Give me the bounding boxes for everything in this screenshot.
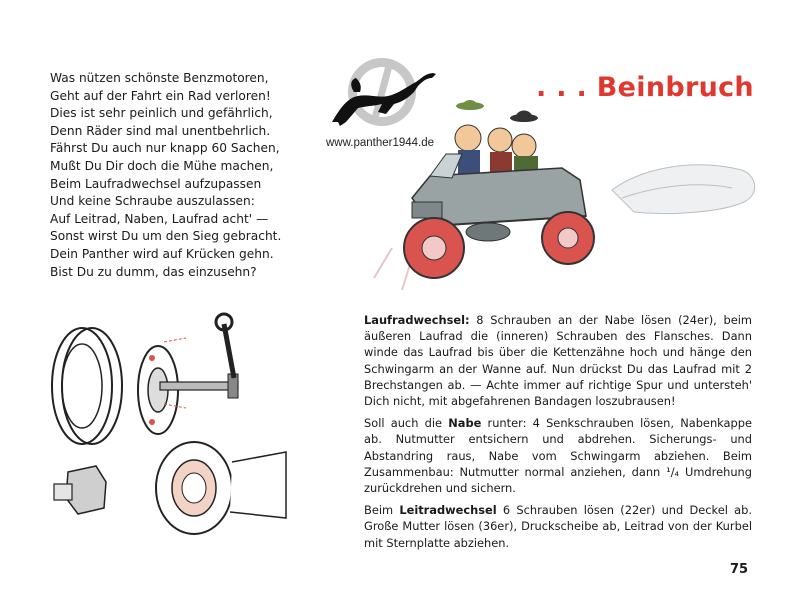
instruction-paragraph: [364, 312, 752, 409]
poem-line: Dies ist sehr peinlich und gefährlich,: [50, 106, 273, 121]
instruction-text: runter: 4 Senkschrauben lösen, Nabenkappe ab. Nutmutter entsichern und abdrehen. Sicherungs- und Abstandring raus, Nabe vom Schwingarm abziehen. Beim Zusammenbau: Nutmutter normal anziehen, dann ¹/₄ Umdrehung zurückdrehen und sichern.: [364, 416, 753, 496]
poem-line: Und keine Schraube auszulassen:: [50, 194, 255, 209]
instruction-paragraph: [364, 415, 752, 496]
instructions: [364, 312, 752, 557]
car-illustration-icon: [372, 98, 764, 294]
wheel-hub-diagram-icon: [40, 312, 290, 552]
poem-line: Denn Räder sind mal unentbehrlich.: [50, 123, 271, 138]
poem-line: Was nützen schönste Benzmotoren,: [50, 71, 269, 85]
poem-line: Mußt Du Dir doch die Mühe machen,: [50, 158, 274, 173]
instruction-heading: Nabe: [448, 416, 482, 431]
watermark-url: www.panther1944.de: [326, 137, 435, 149]
instruction-heading: Laufradwechsel:: [364, 313, 470, 327]
instruction-paragraph: [364, 502, 752, 551]
page-number: 75: [730, 562, 749, 577]
poem-line: Sonst wirst Du um den Sieg gebracht.: [50, 229, 282, 244]
section-title: . . . Beinbruch: [536, 72, 754, 103]
instruction-text: Soll auch die: [364, 416, 449, 431]
poem-line: Beim Laufradwechsel aufzupassen: [50, 176, 262, 191]
instruction-heading: Leitradwechsel: [399, 503, 497, 518]
poem-line: Geht auf der Fahrt ein Rad verloren!: [50, 88, 271, 103]
poem-line: Auf Leitrad, Naben, Laufrad acht' —: [50, 211, 269, 226]
poem: [50, 70, 320, 281]
instruction-text: 6 Schrauben lösen (22er) und Deckel ab. Große Mutter lösen (36er), Druckscheibe ab, Leitrad von der Kurbel mit Sternplatte abziehen.: [364, 503, 752, 550]
instruction-text: 8 Schrauben an der Nabe lösen (24er), beim äußeren Laufrad die (inneren) Schrauben des Flansches. Dann winde das Laufrad bis über die Kettenzähne hoch und hänge den Schwingarm an der Wanne auf. Nun drückst Du das Laufrad mit 2 Brechstangen ab. — Achte immer auf richtige Spur und untersteh' Dich nicht, mit abgefahrenen Bandagen loszubrausen!: [364, 313, 752, 409]
poem-line: Dein Panther wird auf Krücken gehn.: [50, 246, 274, 261]
poem-line: Fährst Du auch nur knapp 60 Sachen,: [50, 141, 280, 156]
poem-line: Bist Du zu dumm, das einzusehn?: [50, 264, 257, 279]
instruction-text: Beim: [364, 503, 400, 518]
